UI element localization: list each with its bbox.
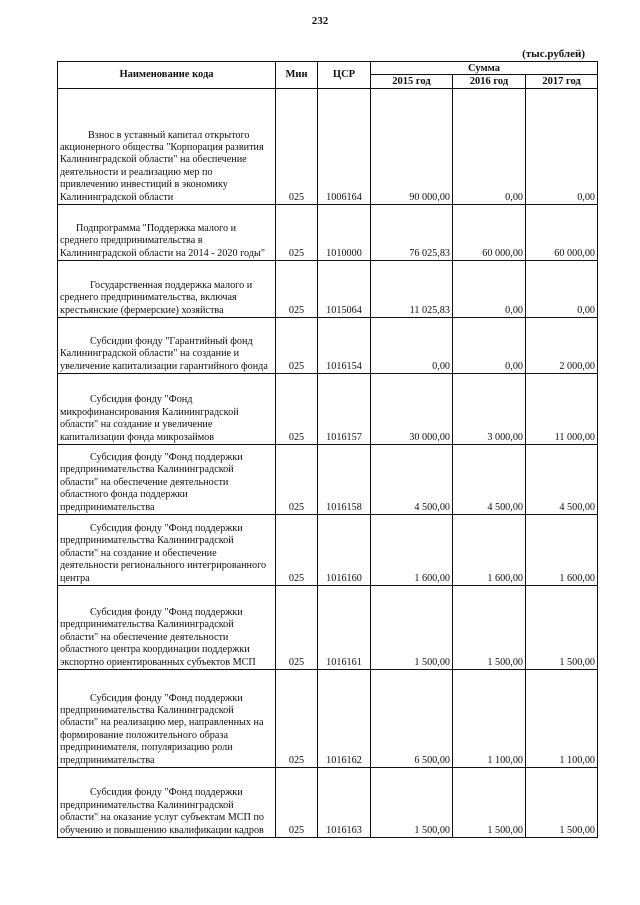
row-min: 025 [276,89,318,205]
row-value-2017: 4 500,00 [526,445,598,515]
row-value-2016: 1 100,00 [453,670,526,768]
table-row [58,670,598,768]
row-value-2017: 11 000,00 [526,374,598,445]
row-min: 025 [276,670,318,768]
row-csr: 1016163 [318,768,371,838]
row-name-cell [58,318,276,374]
row-value-2015: 1 600,00 [371,515,453,586]
budget-table [57,61,598,838]
row-value-2016: 60 000,00 [453,205,526,261]
row-name-cell [58,445,276,515]
row-name: Субсидия фонду "Фонд поддержки предпринимательства Калининградской области" на создание и обеспечение деятельности регионального интегрированного центра [60,522,267,584]
row-name-cell [58,261,276,318]
row-value-2016: 3 000,00 [453,374,526,445]
row-name-cell [58,515,276,586]
table-row [58,205,598,261]
row-name: Субсидия фонду "Фонд поддержки предпринимательства Калининградской области" на оказание услуг субъектам МСП по обучению и повышению квалификации кадров [60,787,265,836]
row-min: 025 [276,318,318,374]
row-value-2016: 1 600,00 [453,515,526,586]
row-csr: 1016162 [318,670,371,768]
table-header [58,62,598,89]
header-min: Мин [276,62,318,89]
units-label: (тыс.рублей) [522,48,585,60]
row-value-2017: 1 100,00 [526,670,598,768]
row-min: 025 [276,768,318,838]
row-value-2016: 1 500,00 [453,768,526,838]
row-value-2017: 2 000,00 [526,318,598,374]
row-name-cell [58,586,276,670]
table-row [58,768,598,838]
row-value-2017: 0,00 [526,89,598,205]
table-row [58,318,598,374]
row-value-2015: 1 500,00 [371,586,453,670]
row-csr: 1016161 [318,586,371,670]
row-name: Субсидия фонду "Фонд микрофинансирования Калининградской области" на создание и увеличение капитализации фонда микрозаймов [60,394,239,443]
row-name-cell [58,374,276,445]
row-min: 025 [276,261,318,318]
table-body [58,89,598,838]
row-name: Субсидия фонду "Фонд поддержки предпринимательства Калининградской области" на реализацию мер, направленных на формирование положительного образа предпринимателя, популяризацию роли предпринимательства [60,692,264,766]
row-csr: 1010000 [318,205,371,261]
row-name-cell [58,768,276,838]
row-value-2015: 11 025,83 [371,261,453,318]
table-row [58,89,598,205]
row-value-2015: 90 000,00 [371,89,453,205]
row-name: Субсидия фонду "Фонд поддержки предпринимательства Калининградской области" на обеспечение деятельности областного фонда поддержки предпринимательства [60,451,243,513]
row-value-2015: 1 500,00 [371,768,453,838]
row-csr: 1016157 [318,374,371,445]
row-name-cell [58,89,276,205]
row-min: 025 [276,515,318,586]
table-row [58,445,598,515]
header-2015: 2015 год [371,75,453,89]
row-value-2016: 0,00 [453,318,526,374]
header-2016: 2016 год [453,75,526,89]
page-number: 232 [311,15,329,27]
row-value-2017: 60 000,00 [526,205,598,261]
row-value-2016: 4 500,00 [453,445,526,515]
header-name: Наименование кода [58,62,276,89]
table-row [58,586,598,670]
row-value-2017: 1 600,00 [526,515,598,586]
row-value-2017: 1 500,00 [526,768,598,838]
table-row [58,261,598,318]
row-csr: 1016160 [318,515,371,586]
row-csr: 1016158 [318,445,371,515]
header-sum: Сумма [371,62,598,75]
row-name-cell [58,205,276,261]
row-value-2016: 0,00 [453,89,526,205]
row-name-cell [58,670,276,768]
header-csr: ЦСР [318,62,371,89]
row-value-2015: 4 500,00 [371,445,453,515]
row-name: Субсидия фонду "Фонд поддержки предпринимательства Калининградской области" на обеспечение деятельности областного центра координации поддержки экспортно ориентированных субъектов МСП [60,606,256,668]
row-value-2016: 1 500,00 [453,586,526,670]
header-2017: 2017 год [526,75,598,89]
row-name: Взнос в уставный капитал открытого акционерного общества "Корпорация развития Калининградской области" на обеспечение деятельности и реализацию мер по привлечению инвестиций в экономику Калининградской области [60,129,264,203]
row-min: 025 [276,205,318,261]
row-value-2015: 0,00 [371,318,453,374]
row-csr: 1006164 [318,89,371,205]
row-min: 025 [276,445,318,515]
row-value-2017: 0,00 [526,261,598,318]
row-csr: 1016154 [318,318,371,374]
row-name: Государственная поддержка малого и среднего предпринимательства, включая крестьянские (фермерские) хозяйства [60,279,253,316]
row-csr: 1015064 [318,261,371,318]
row-min: 025 [276,586,318,670]
row-value-2015: 76 025,83 [371,205,453,261]
row-name: Субсидии фонду "Гарантийный фонд Калининградской области" на создание и увеличение капитализации гарантийного фонда [60,335,268,372]
row-min: 025 [276,374,318,445]
table-row [58,515,598,586]
row-value-2015: 30 000,00 [371,374,453,445]
row-name: Подпрограмма "Поддержка малого и среднего предпринимательства в Калининградской области на 2014 - 2020 годы" [60,222,266,259]
row-value-2015: 6 500,00 [371,670,453,768]
table-row [58,374,598,445]
row-value-2016: 0,00 [453,261,526,318]
row-value-2017: 1 500,00 [526,586,598,670]
